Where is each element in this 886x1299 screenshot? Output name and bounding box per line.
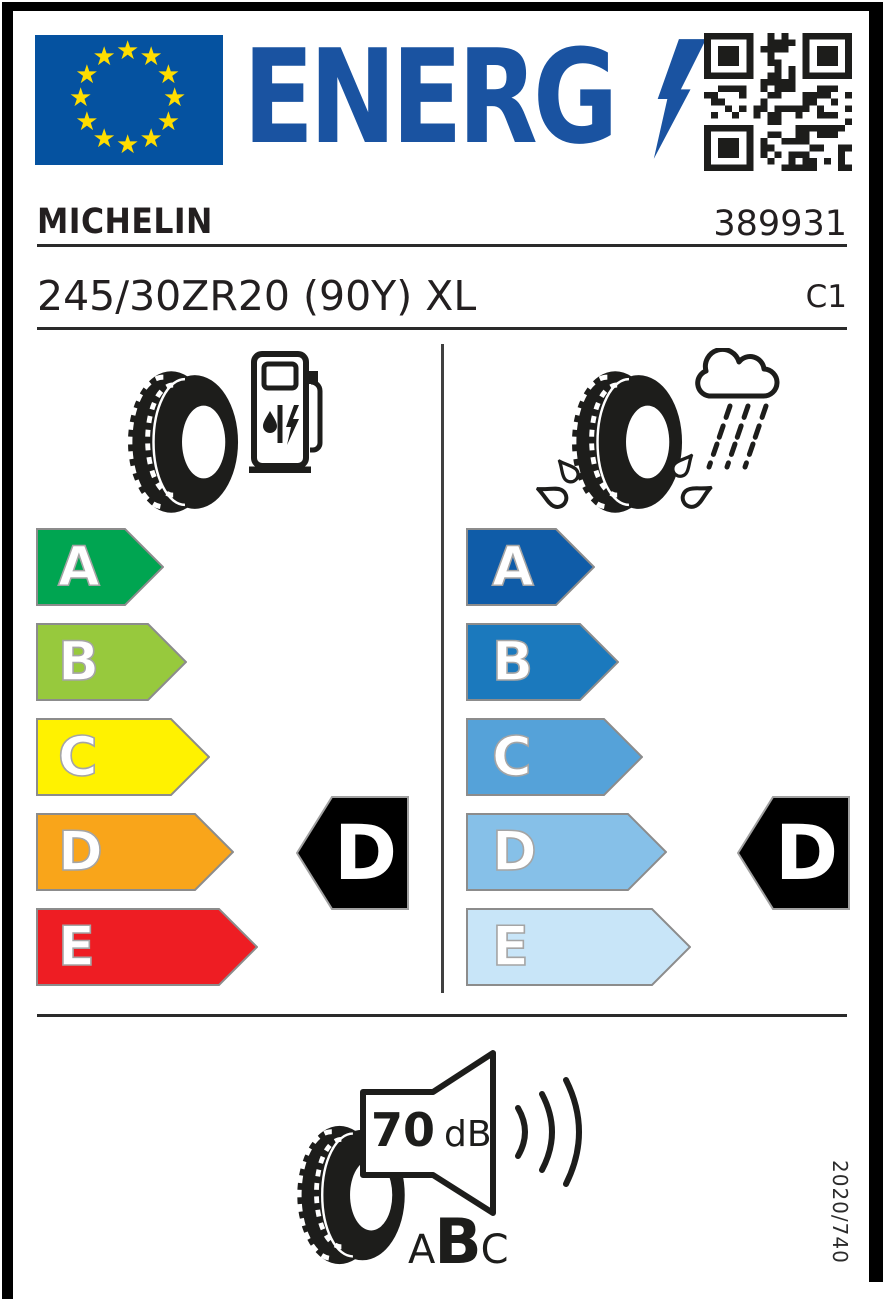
grade-letter: B bbox=[492, 630, 534, 693]
grade-letter: A bbox=[58, 535, 100, 598]
noise-class-scale bbox=[408, 1205, 508, 1278]
fuel-rating-letter: D bbox=[334, 808, 398, 897]
regulation-number: 2020/740 bbox=[828, 1160, 852, 1264]
sound-waves-icon bbox=[518, 1080, 579, 1184]
eu-star-icon: ★ bbox=[69, 83, 93, 113]
grade-letter: C bbox=[58, 725, 98, 788]
grade-letter: D bbox=[492, 820, 537, 883]
tire-icon bbox=[126, 368, 240, 516]
noise-unit: dB bbox=[444, 1114, 492, 1155]
eu-star-icon: ★ bbox=[139, 42, 163, 73]
fuel-grade-B-arrow bbox=[36, 623, 187, 701]
wet-grade-D-arrow bbox=[466, 813, 667, 891]
article-number: 389931 bbox=[713, 204, 847, 244]
frame-left bbox=[2, 2, 13, 1299]
grade-letter: B bbox=[58, 630, 100, 693]
water-splash-icon bbox=[536, 455, 584, 513]
eu-star-icon: ★ bbox=[139, 123, 163, 154]
wet-grade-B-arrow bbox=[466, 623, 619, 701]
fuel-grade-C-arrow bbox=[36, 718, 210, 796]
wet-grade-A-arrow bbox=[466, 528, 595, 606]
noise-class-c: C bbox=[480, 1227, 508, 1273]
eu-star-icon: ★ bbox=[156, 59, 181, 90]
eu-star-icon: ★ bbox=[92, 123, 116, 154]
qr-code bbox=[704, 33, 852, 171]
fuel-rating-indicator bbox=[296, 796, 409, 910]
tire-icon bbox=[570, 368, 684, 516]
column-divider bbox=[441, 344, 444, 993]
eu-star-icon: ★ bbox=[116, 36, 140, 66]
noise-class-a: A bbox=[408, 1227, 435, 1273]
grade-letter: E bbox=[492, 915, 529, 978]
grade-letter: D bbox=[58, 820, 103, 883]
divider-rule bbox=[37, 244, 847, 247]
fuel-pump-icon bbox=[247, 349, 331, 473]
wet-rating-indicator bbox=[737, 796, 850, 910]
fuel-grade-D-arrow bbox=[36, 813, 234, 891]
grade-letter: E bbox=[58, 915, 95, 978]
tire-class: C1 bbox=[805, 279, 847, 315]
noise-level bbox=[371, 1103, 492, 1157]
wet-grade-E-arrow bbox=[466, 908, 691, 986]
fuel-grade-A-arrow bbox=[36, 528, 164, 606]
wet-rating-letter: D bbox=[775, 808, 839, 897]
energ-logo-text: ENERG bbox=[243, 21, 614, 173]
eu-star-icon: ★ bbox=[163, 83, 187, 113]
grade-letter: A bbox=[492, 535, 534, 598]
divider-rule bbox=[37, 1014, 847, 1017]
frame-right bbox=[869, 2, 883, 1282]
eu-star-icon: ★ bbox=[75, 59, 99, 90]
noise-class-rating: B bbox=[434, 1205, 481, 1278]
wet-grade-C-arrow bbox=[466, 718, 643, 796]
eu-star-icon: ★ bbox=[75, 106, 99, 137]
eu-flag bbox=[35, 35, 223, 165]
eu-star-icon: ★ bbox=[92, 42, 116, 73]
eu-star-icon: ★ bbox=[116, 130, 140, 160]
frame-top bbox=[2, 2, 883, 11]
divider-rule bbox=[37, 327, 847, 330]
lightning-bolt-icon bbox=[648, 38, 706, 160]
water-splash-icon bbox=[668, 452, 714, 514]
noise-value: 70 bbox=[371, 1103, 436, 1157]
brand-name: MICHELIN bbox=[37, 202, 213, 242]
eu-star-icon: ★ bbox=[156, 106, 181, 137]
tire-size: 245/30ZR20 (90Y) XL bbox=[37, 272, 477, 320]
fuel-grade-E-arrow bbox=[36, 908, 258, 986]
grade-letter: C bbox=[492, 725, 532, 788]
